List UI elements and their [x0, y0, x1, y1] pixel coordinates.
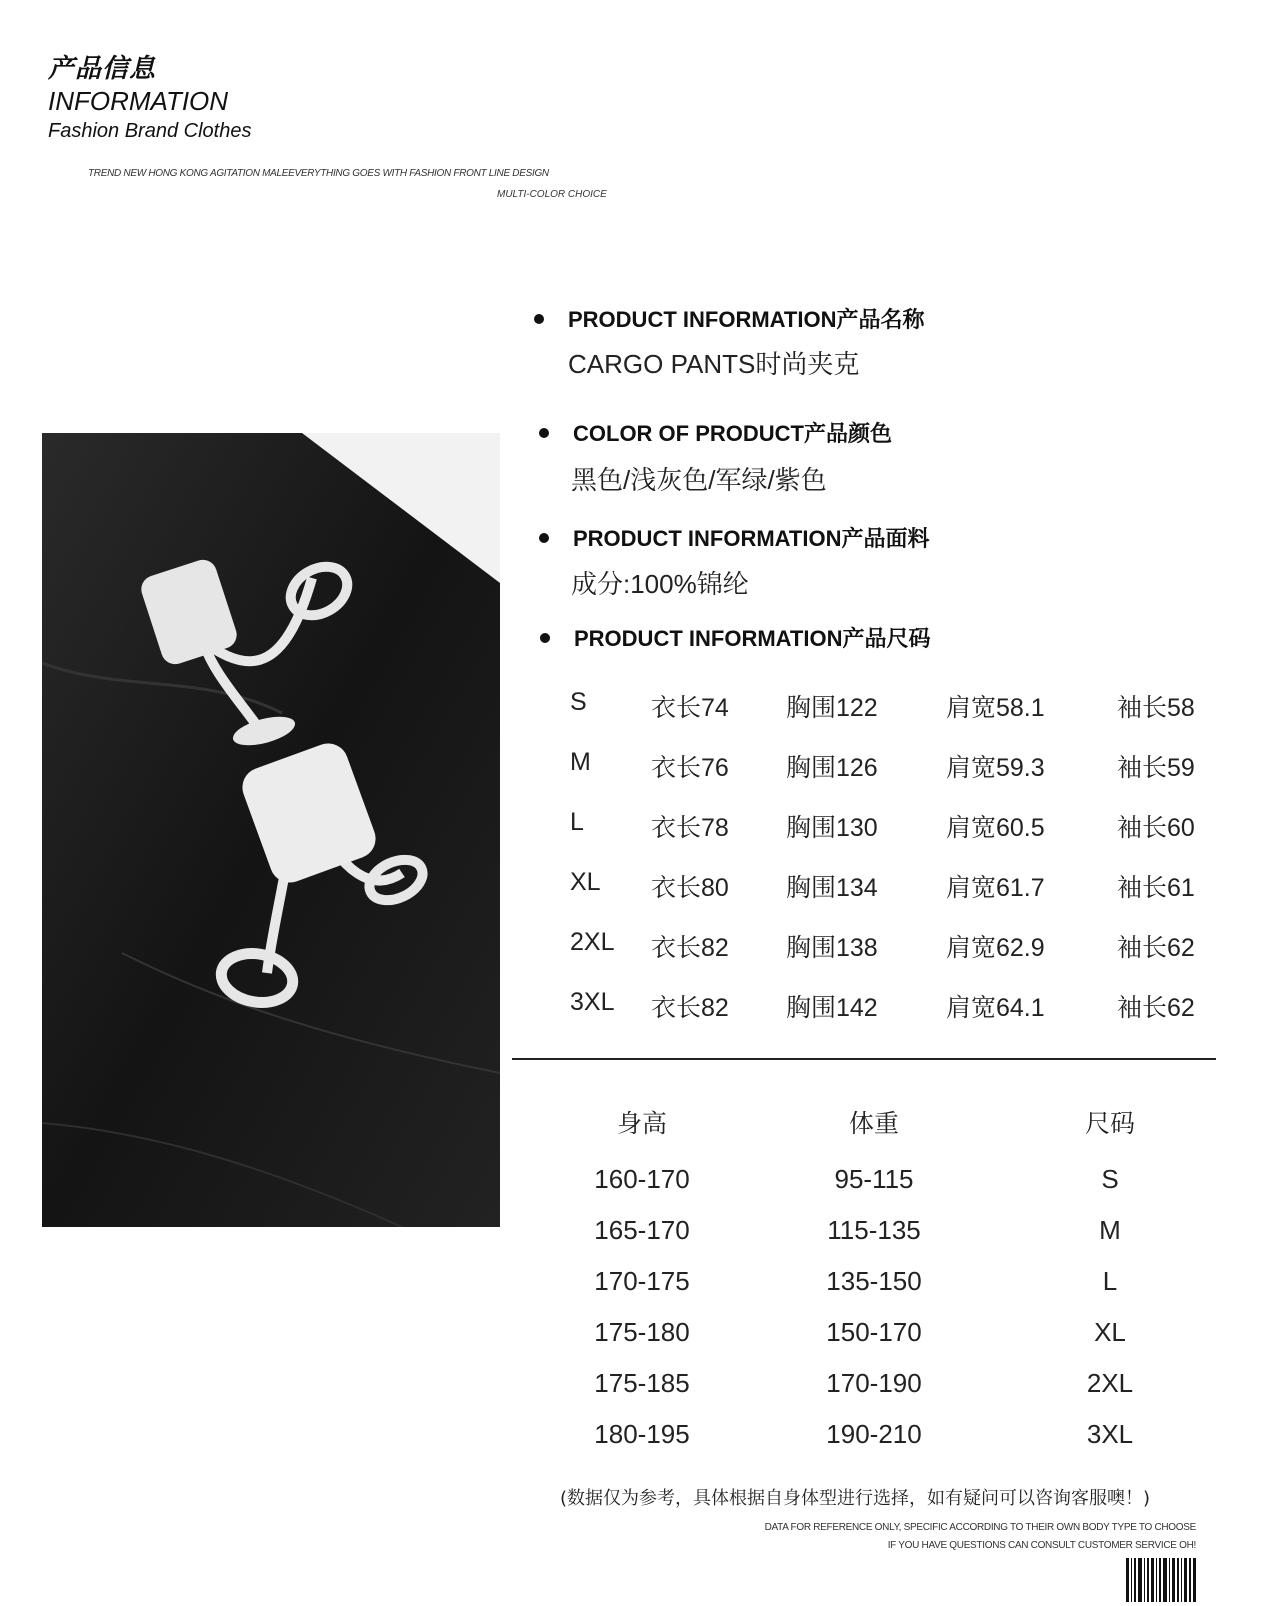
sleeve-cell: 袖长60 — [1117, 814, 1195, 842]
reference-note-en-2: IF YOU HAVE QUESTIONS CAN CONSULT CUSTOMER SERVICE OH! — [887, 1540, 1196, 1551]
product-name-value: CARGO PANTS时尚夹克 — [568, 349, 860, 379]
product-fabric-title: PRODUCT INFORMATION产品面料 — [573, 526, 930, 551]
height-cell: 180-195 — [594, 1419, 690, 1449]
shoulder-cell: 肩宽58.1 — [946, 694, 1045, 722]
sleeve-cell: 袖长59 — [1117, 754, 1195, 782]
weight-cell: 170-190 — [826, 1368, 922, 1398]
size-cell: S — [1101, 1164, 1119, 1194]
chest-cell: 胸围138 — [786, 934, 878, 962]
shoulder-cell: 肩宽62.9 — [946, 934, 1045, 962]
header-subtitle: Fashion Brand Clothes — [48, 120, 252, 142]
bullet-icon — [539, 428, 549, 438]
sleeve-cell: 袖长61 — [1117, 874, 1195, 902]
weight-cell: 135-150 — [826, 1266, 922, 1296]
product-color-title: COLOR OF PRODUCT产品颜色 — [573, 421, 892, 446]
size-cell: XL — [1094, 1317, 1126, 1347]
bullet-icon — [540, 633, 550, 643]
chest-cell: 胸围134 — [786, 874, 878, 902]
shoulder-cell: 肩宽64.1 — [946, 994, 1045, 1022]
product-fabric-value: 成分:100%锦纶 — [571, 569, 749, 599]
length-cell: 衣长82 — [651, 934, 729, 962]
product-color-value: 黑色/浅灰色/军绿/紫色 — [571, 465, 827, 495]
shoulder-cell: 肩宽59.3 — [946, 754, 1045, 782]
divider — [512, 1058, 1216, 1060]
product-size-title: PRODUCT INFORMATION产品尺码 — [574, 626, 931, 651]
column-header: 体重 — [848, 1110, 899, 1138]
size-cell: 2XL — [1086, 1368, 1134, 1398]
weight-cell: 95-115 — [834, 1164, 914, 1194]
size-label: M — [570, 748, 591, 776]
size-label: XL — [570, 868, 601, 896]
column-header: 尺码 — [1084, 1110, 1135, 1138]
size-label: S — [570, 688, 587, 716]
reference-note: (数据仅为参考，具体根据自身体型进行选择，如有疑问可以咨询客服噢！) — [560, 1488, 1151, 1509]
header-title-cn: 产品信息 — [48, 54, 157, 84]
header-tagline: TREND NEW HONG KONG AGITATION MALEEVERYTHING GOES WITH FASHION FRONT LINE DESIGN — [88, 168, 549, 179]
weight-cell: 190-210 — [826, 1419, 922, 1449]
reference-note-en: DATA FOR REFERENCE ONLY, SPECIFIC ACCORDING TO THEIR OWN BODY TYPE TO CHOOSE — [764, 1522, 1196, 1533]
product-name-title: PRODUCT INFORMATION产品名称 — [568, 307, 925, 332]
size-label: 2XL — [570, 928, 615, 956]
header-title-en: INFORMATION — [48, 86, 229, 116]
length-cell: 衣长80 — [651, 874, 729, 902]
bullet-icon — [539, 533, 549, 543]
height-cell: 170-175 — [594, 1266, 690, 1296]
size-label: L — [570, 808, 584, 836]
column-header: 身高 — [616, 1110, 667, 1138]
shoulder-cell: 肩宽61.7 — [946, 874, 1045, 902]
height-cell: 165-170 — [594, 1215, 690, 1245]
size-cell: M — [1099, 1215, 1121, 1245]
barcode-icon — [1126, 1558, 1196, 1602]
length-cell: 衣长82 — [651, 994, 729, 1022]
weight-cell: 115-135 — [827, 1215, 921, 1245]
shoulder-cell: 肩宽60.5 — [946, 814, 1045, 842]
weight-cell: 150-170 — [826, 1317, 922, 1347]
height-cell: 175-185 — [594, 1368, 690, 1398]
header-tagline-2: MULTI-COLOR CHOICE — [497, 189, 607, 200]
height-cell: 160-170 — [594, 1164, 690, 1194]
length-cell: 衣长76 — [651, 754, 729, 782]
chest-cell: 胸围122 — [786, 694, 878, 722]
product-photo — [42, 433, 500, 1227]
sleeve-cell: 袖长62 — [1117, 934, 1195, 962]
size-label: 3XL — [570, 988, 615, 1016]
bullet-icon — [534, 314, 544, 324]
size-cell: L — [1102, 1266, 1118, 1296]
length-cell: 衣长74 — [651, 694, 729, 722]
chest-cell: 胸围142 — [786, 994, 878, 1022]
chest-cell: 胸围130 — [786, 814, 878, 842]
length-cell: 衣长78 — [651, 814, 729, 842]
height-cell: 175-180 — [594, 1317, 690, 1347]
sleeve-cell: 袖长62 — [1117, 994, 1195, 1022]
size-cell: 3XL — [1086, 1419, 1134, 1449]
chest-cell: 胸围126 — [786, 754, 878, 782]
sleeve-cell: 袖长58 — [1117, 694, 1195, 722]
